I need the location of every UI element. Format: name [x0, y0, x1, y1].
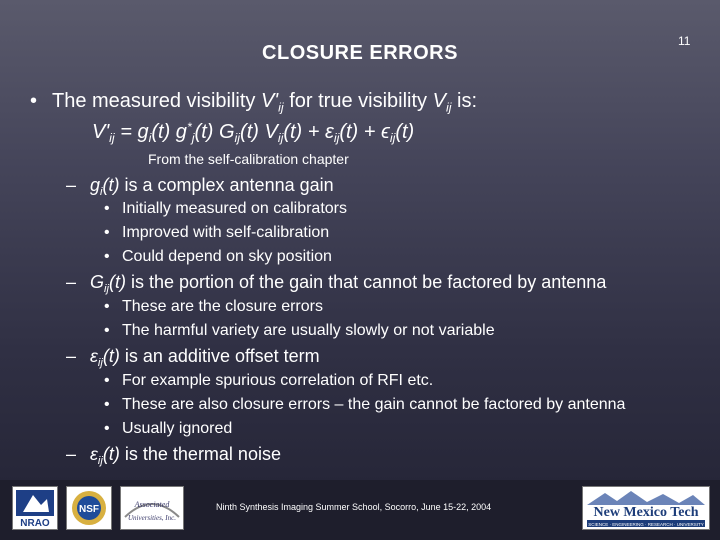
slide-title: CLOSURE ERRORS [262, 42, 458, 64]
sub-bullet: • Improved with self-calibration [104, 224, 330, 241]
sub-bullet: • Initially measured on calibrators [104, 200, 347, 217]
page-number: 11 [678, 34, 691, 48]
footer-text: Ninth Synthesis Imaging Summer School, Socorro, June 15-22, 2004 [216, 502, 492, 512]
nmt-logo-icon [583, 487, 709, 529]
item-epsilon-offset: – $\varepsilon_{ij}(t)$ is an additive offset term [66, 346, 320, 369]
new-mexico-tech-logo [582, 486, 710, 530]
item-thermal-noise: – $\varepsilon_{ij}(t)$ is the thermal noise [66, 444, 281, 467]
aui-logo [120, 486, 184, 530]
sub-bullet: • Could depend on sky position [104, 248, 332, 265]
aui-logo-icon [121, 487, 183, 529]
svg-text:New Mexico Tech: New Mexico Tech [593, 505, 699, 520]
svg-text:NRAO: NRAO [20, 518, 50, 529]
svg-text:SCIENCE · ENGINEERING · RESEAR: SCIENCE · ENGINEERING · RESEARCH · UNIVERSITY [588, 522, 704, 527]
nsf-logo [66, 486, 112, 530]
svg-text:Associated: Associated [134, 500, 170, 509]
svg-text:Universities, Inc.: Universities, Inc. [127, 514, 177, 522]
sub-bullet: • These are the closure errors [104, 298, 323, 315]
item-Gij: – $G_{ij}(t)$ is the portion of the gain that cannot be factored by antenna [66, 272, 607, 295]
intro-line: • The measured visibility $V'_{ij}$ for true visibility $V_{ij}$ is: [30, 90, 478, 115]
item-gi: – $g_i(t)$ is a complex antenna gain [66, 175, 334, 198]
bullet-marker: • [30, 90, 38, 112]
sub-bullet: • For example spurious correlation of RFI etc. [104, 372, 434, 389]
sub-bullet: • These are also closure errors – the gain cannot be factored by antenna [104, 396, 626, 413]
nrao-logo [12, 486, 58, 530]
sub-bullet: • Usually ignored [104, 420, 233, 437]
visibility-formula: $V'_{ij} = g_i(t)$ $g^*_j(t)$ $G_{ij}(t) V_{ij}(t) + \varepsilon_{ij}(t) + \epsilon_{ij}(t)$ [92, 120, 415, 146]
svg-text:NSF: NSF [79, 504, 99, 515]
nrao-logo-icon [13, 487, 57, 529]
formula-note: From the self-calibration chapter [148, 151, 349, 167]
sub-bullet: • The harmful variety are usually slowly or not variable [104, 322, 495, 339]
nsf-logo-icon [67, 487, 111, 529]
